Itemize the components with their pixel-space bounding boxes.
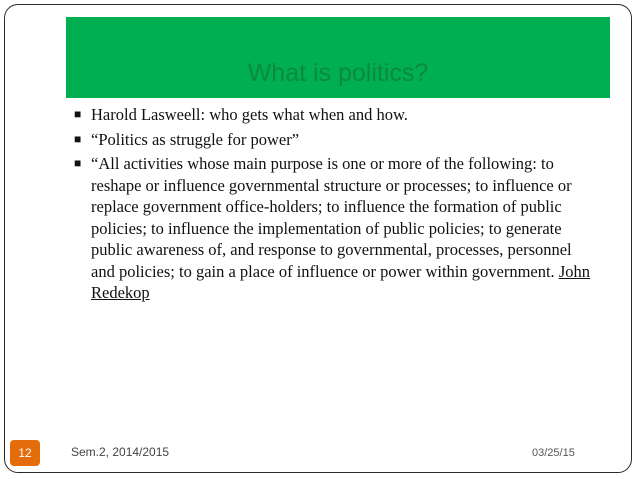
slide-title: What is politics? (247, 59, 429, 87)
footer-date: 03/25/15 (532, 447, 575, 459)
filled-square-bullet-icon: ■ (74, 131, 82, 146)
bullet-text: “Politics as struggle for power” (91, 129, 300, 149)
bullet-text: Harold Lasweell: who gets what when and how. (91, 105, 408, 124)
filled-square-bullet-icon: ■ (74, 107, 82, 121)
bullet-text (91, 153, 594, 304)
quote-text: “All activities whose main purpose is one or more of the following: to reshape or influence governmental structure or processes; to influence or replace government office-holders; to influence the formation of public policies; to influence the implementation of public policies; to generate public awareness of, and response to governmental, processes, personnel and policies; to gain a place of influence or power within government. (91, 154, 572, 281)
bullet-item (74, 104, 594, 126)
bullet-list (74, 104, 594, 307)
bullet-item (74, 153, 594, 304)
bullet-item (74, 129, 594, 151)
slide-number-badge: 12 (10, 440, 40, 466)
filled-square-bullet-icon: ■ (74, 156, 82, 170)
author-link[interactable]: John Redekop (91, 261, 590, 302)
footer-semester: Sem.2, 2014/2015 (71, 445, 170, 459)
